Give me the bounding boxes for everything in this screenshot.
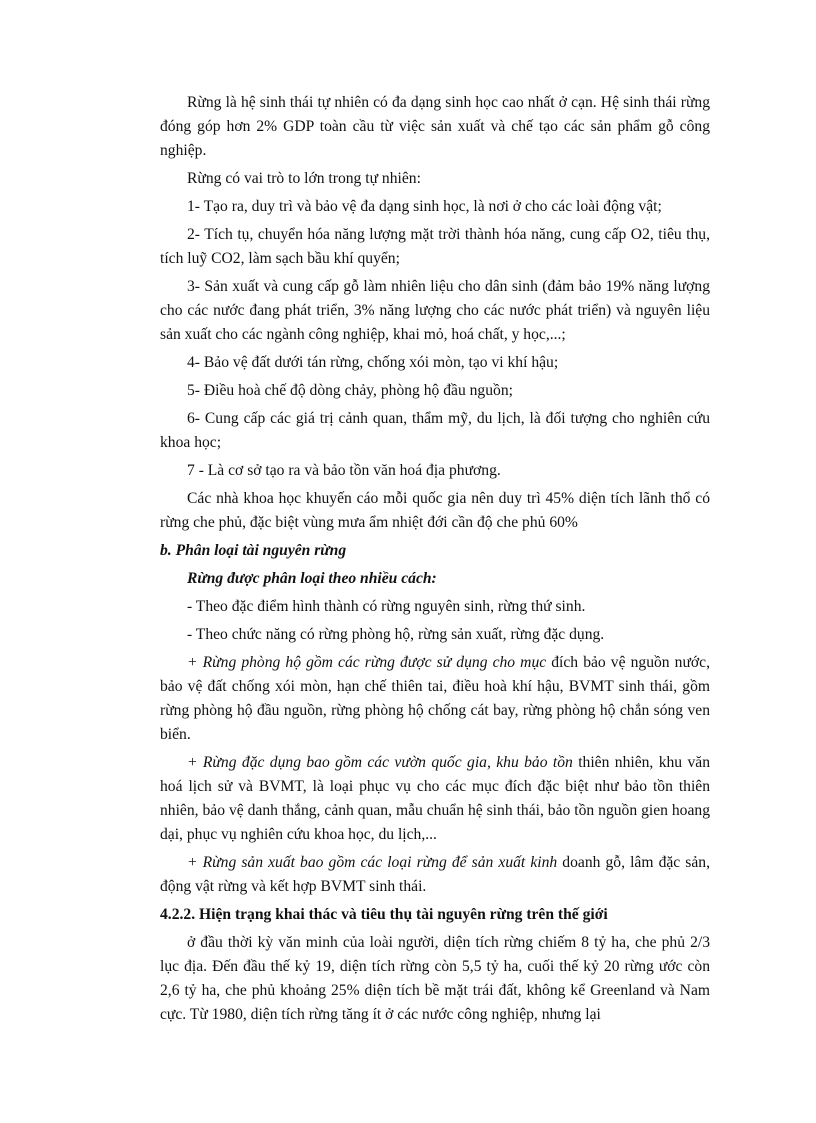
production-forest-italic: + Rừng sản xuất bao gồm các loại rừng để sản xuất kinh (187, 854, 558, 871)
role-item-5: 5- Điều hoà chế độ dòng chảy, phòng hộ đầu nguồn; (187, 382, 513, 399)
page-content (160, 91, 710, 1031)
roles-intro: Rừng có vai trò to lớn trong tự nhiên: (187, 170, 421, 187)
protection-forest-item (160, 651, 710, 747)
role-item-6: 6- Cung cấp các giá trị cảnh quan, thẩm mỹ, du lịch, là đối tượng cho nghiên cứu khoa học; (160, 410, 710, 451)
section-b-heading: b. Phân loại tài nguyên rừng (160, 542, 347, 559)
section-422-heading: 4.2.2. Hiện trạng khai thác và tiêu thụ tài nguyên rừng trên thế giới (160, 906, 608, 923)
section-422-paragraph: ở đầu thời kỳ văn minh của loài người, diện tích rừng chiếm 8 tỷ ha, che phủ 2/3 lục địa. Đến đầu thế kỷ 19, diện tích rừng còn 5,5 tỷ ha, cuối thế kỷ 20 rừng ước còn 2,6 tỷ ha, che phủ khoảng 25% diện tích bề mặt trái đất, không kể Greenland và Nam cực. Từ 1980, diện tích rừng tăng ít ở các nước công nghiệp, nhưng lại (160, 934, 710, 1023)
recommendation-paragraph: Các nhà khoa học khuyến cáo mỗi quốc gia nên duy trì 45% diện tích lãnh thổ có rừng che phủ, đặc biệt vùng mưa ẩm nhiệt đới cần độ che phủ 60% (160, 490, 710, 531)
classification-bullet-2: - Theo chức năng có rừng phòng hộ, rừng sản xuất, rừng đặc dụng. (187, 626, 605, 643)
role-item-7: 7 - Là cơ sở tạo ra và bảo tồn văn hoá địa phương. (187, 462, 501, 479)
special-use-forest-italic: + Rừng đặc dụng bao gồm các vườn quốc gia, khu bảo tồn (187, 754, 573, 771)
production-forest-item (160, 851, 710, 899)
role-item-2: 2- Tích tụ, chuyển hóa năng lượng mặt trời thành hóa năng, cung cấp O2, tiêu thụ, tích luỹ CO2, làm sạch bầu khí quyển; (160, 226, 710, 267)
protection-forest-italic: + Rừng phòng hộ gồm các rừng được sử dụng cho mục (187, 654, 547, 671)
special-use-forest-item (160, 751, 710, 847)
role-item-1: 1- Tạo ra, duy trì và bảo vệ đa dạng sinh học, là nơi ở cho các loài động vật; (187, 198, 662, 215)
intro-paragraph: Rừng là hệ sinh thái tự nhiên có đa dạng sinh học cao nhất ở cạn. Hệ sinh thái rừng đóng góp hơn 2% GDP toàn cầu từ việc sản xuất và chế tạo các sản phẩm gỗ công nghiệp. (160, 94, 710, 159)
protection-forest-text: đích bảo vệ nguồn nước, bảo vệ đất chống xói mòn, hạn chế thiên tai, điều hoà khí hậu, BVMT sinh thái, gồm rừng phòng hộ đầu nguồn, rừng phòng hộ chống cát bay, rừng phòng hộ chắn sóng ven biển. (160, 654, 710, 743)
classification-bullet-1: - Theo đặc điểm hình thành có rừng nguyên sinh, rừng thứ sinh. (187, 598, 586, 615)
section-b-subheading: Rừng được phân loại theo nhiều cách: (187, 570, 437, 587)
special-use-forest-text: thiên nhiên, khu văn hoá lịch sử và BVMT, là loại phục vụ cho các mục đích đặc biệt như bảo tồn thiên nhiên, bảo vệ danh thắng, cảnh quan, mẫu chuẩn hệ sinh thái, bảo tồn nguồn gien hoang dại, phục vụ nghiên cứu khoa học, du lịch,... (160, 754, 710, 843)
role-item-3: 3- Sản xuất và cung cấp gỗ làm nhiên liệu cho dân sinh (đảm bảo 19% năng lượng cho các nước đang phát triển, 3% năng lượng cho các nước phát triển) và nguyên liệu sản xuất cho các ngành công nghiệp, khai mỏ, hoá chất, y học,...; (160, 278, 710, 343)
production-forest-text: doanh gỗ, lâm đặc sản, động vật rừng và kết hợp BVMT sinh thái. (160, 854, 710, 895)
role-item-4: 4- Bảo vệ đất dưới tán rừng, chống xói mòn, tạo vi khí hậu; (187, 354, 559, 371)
